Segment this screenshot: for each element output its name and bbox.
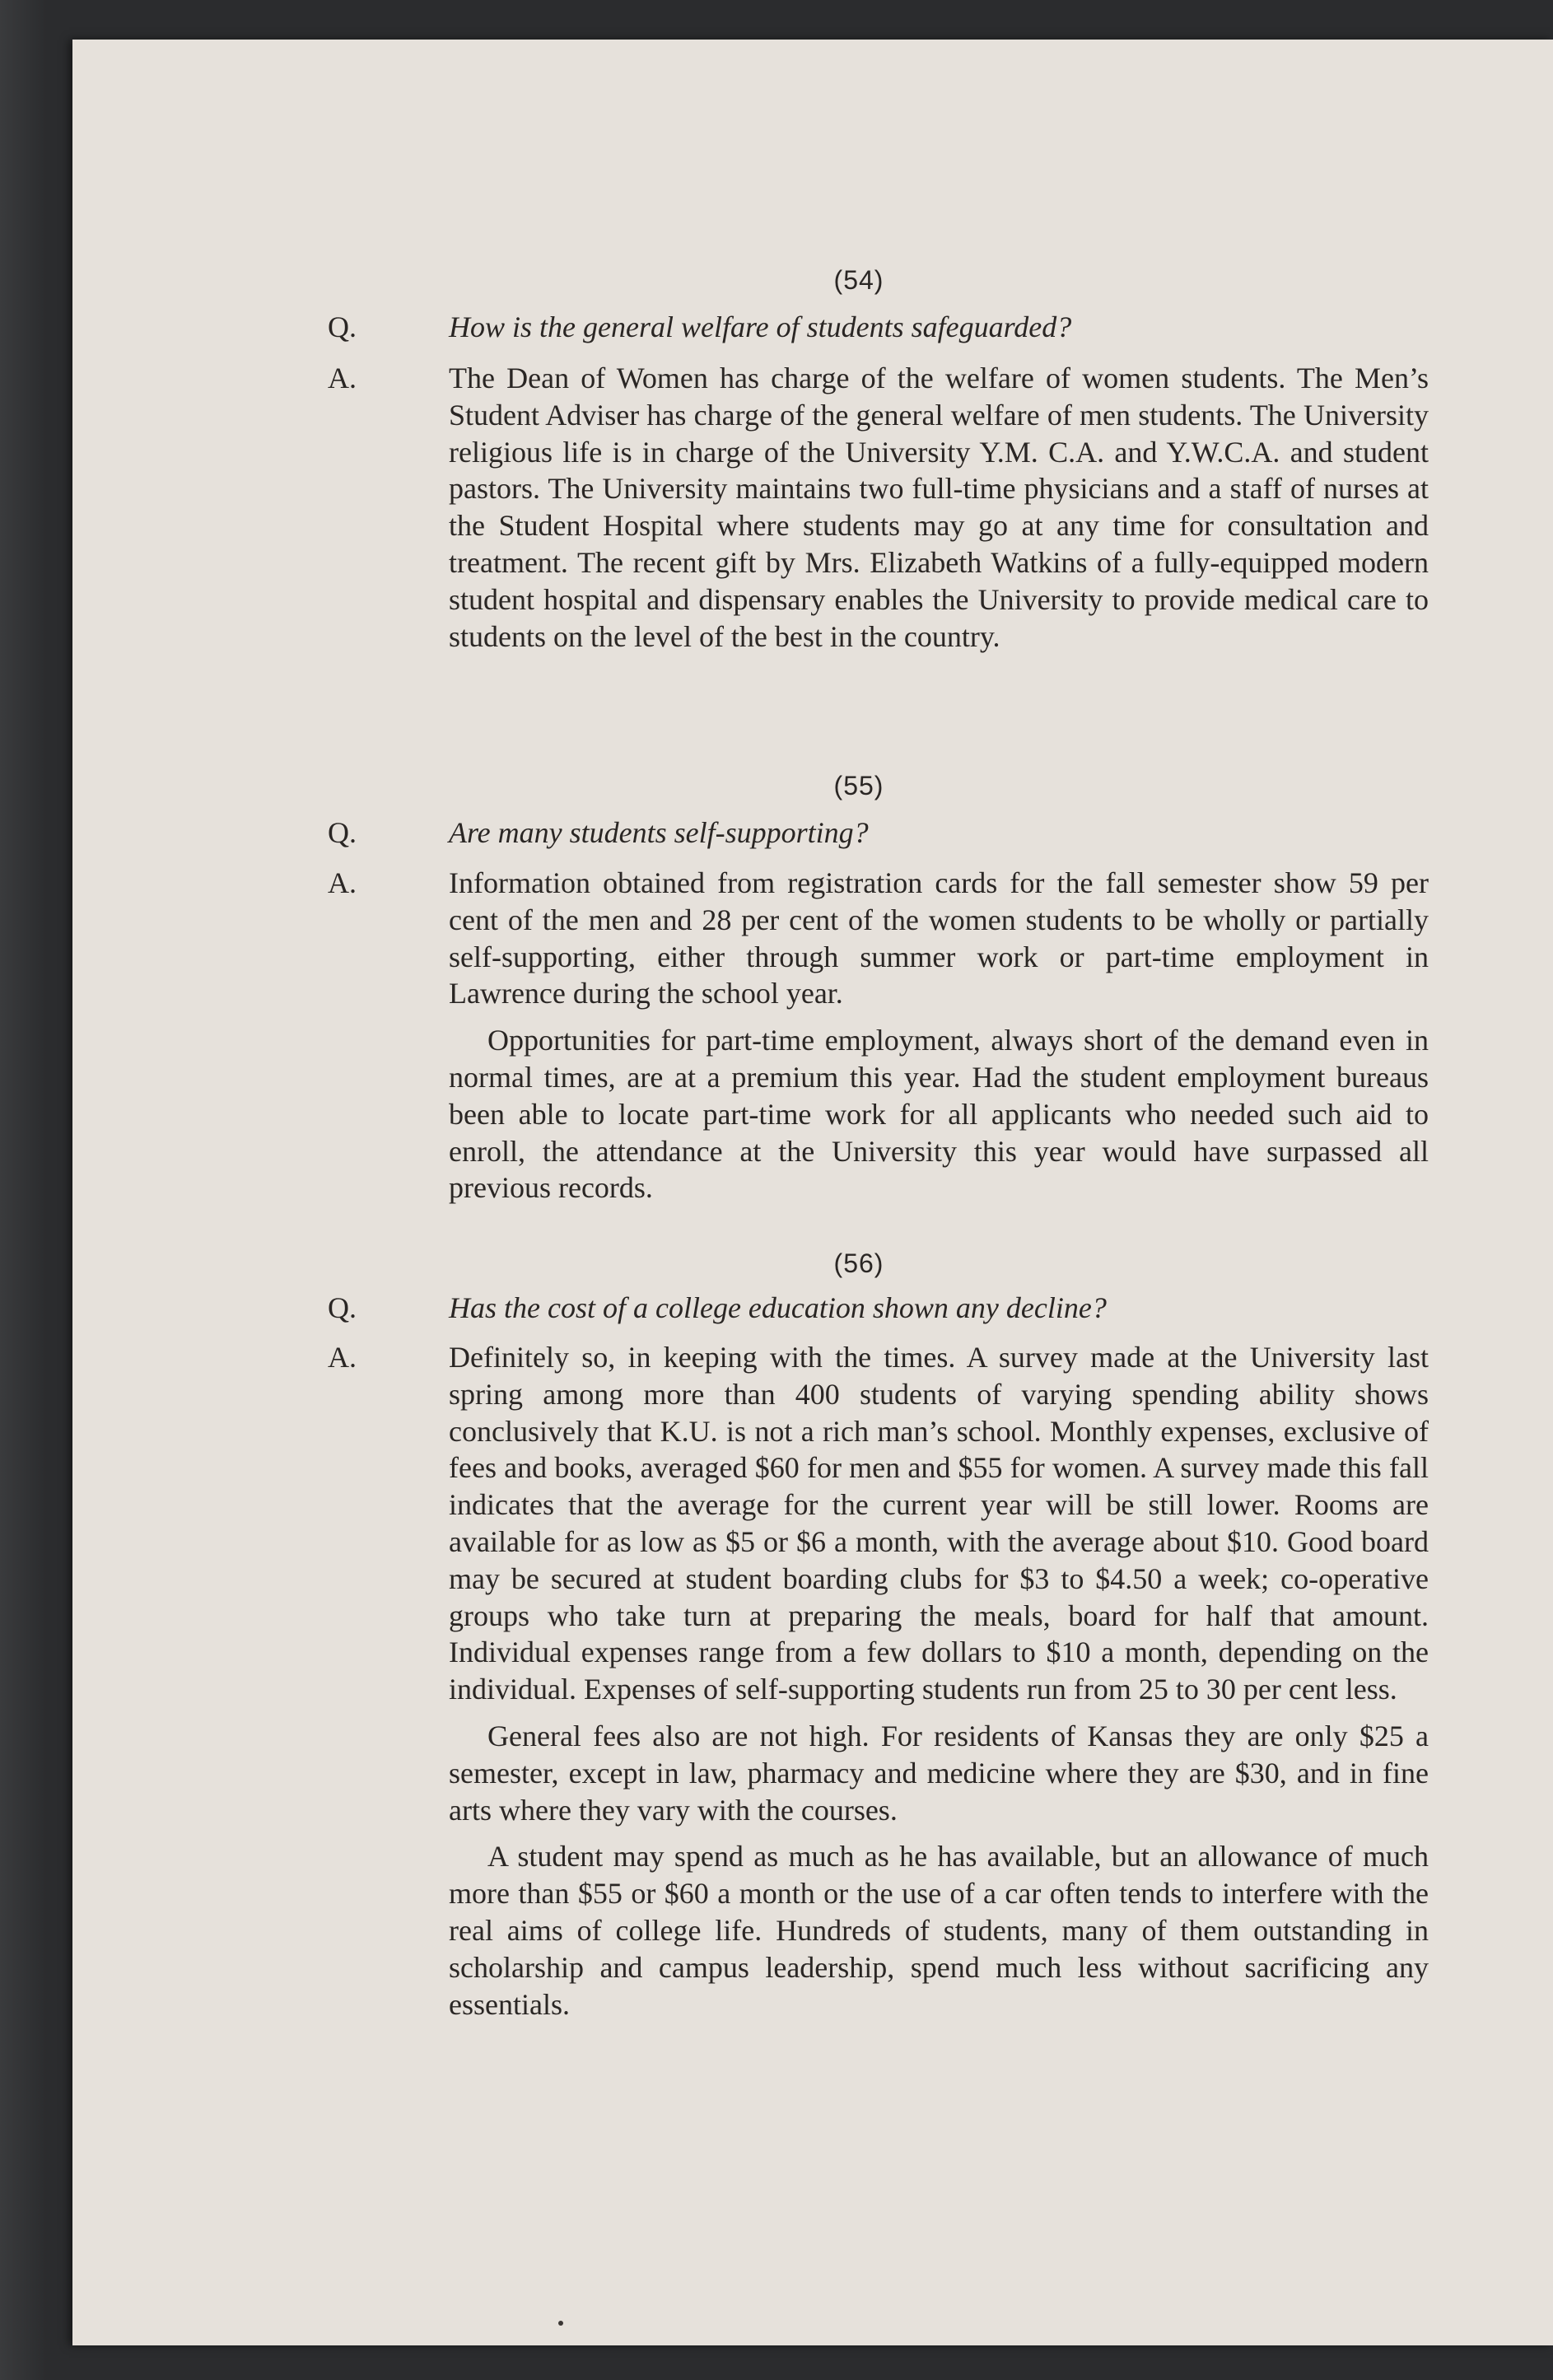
answer-row [328, 1339, 1431, 2097]
section-number: (55) [833, 771, 884, 800]
question-marker: Q. [328, 1291, 357, 1324]
answer-marker: A. [328, 866, 357, 899]
question-text: How is the general welfare of students safeguarded? [449, 310, 1072, 343]
answer-paragraph: Opportunities for part-time employment, always short of the demand even in normal times, are at a premium this year. Had the student employment bureaus been able to locate part-time work for all applicants who needed such aid to enroll, the attendance at the University this year would have surpassed all previous records. [449, 1024, 1429, 1205]
paper-speck [558, 2321, 563, 2326]
section-number: (56) [833, 1248, 884, 1278]
answer-paragraph: A student may spend as much as he has available, but an allowance of much more than $55 or $60 a month or the use of a car often tends to interfere with the real aims of college life. Hundreds of students, many of them outstanding in scholarship and campus leadership, spend much less without sacrificing any essentials. [449, 1840, 1429, 2021]
answer-body [449, 865, 1429, 1206]
answer-paragraph: The Dean of Women has charge of the welfare of women students. The Men’s Student Adviser has charge of the general welfare of men students. The University religious life is in charge of the University Y.M. C.A. and Y.W.C.A. and student pastors. The University maintains two full-time physicians and a staff of nurses at the Student Hospital where students may go at any time for consultation and treatment. The recent gift by Mrs. Elizabeth Watkins of a fully-equipped modern student hospital and dispensary enables the University to provide medical care to students on the level of the best in the country. [449, 362, 1429, 653]
section-number: (54) [833, 265, 884, 295]
document-page [72, 40, 1553, 2345]
question-row [328, 1290, 1431, 1329]
question-row [328, 309, 1431, 348]
question-text: Has the cost of a college education shown any decline? [449, 1291, 1107, 1324]
answer-row [328, 360, 1431, 730]
question-marker: Q. [328, 310, 357, 343]
answer-paragraph: Definitely so, in keeping with the times. A survey made at the University last spring among more than 400 students of varying spending ability shows conclusively that K.U. is not a rich man’s school. Monthly expenses, exclusive of fees and books, averaged $60 for men and $55 for women. A survey made this fall indicates that the average for the current year will be still lower. Rooms are available for as low as $5 or $6 a month, with the average about $10. Good board may be secured at student boarding clubs for $3 to $4.50 a week; co-operative groups who take turn at preparing the meals, board for half that amount. Individual expenses range from a few dollars to $10 a month, depending on the individual. Expenses of self-supporting students run from 25 to 30 per cent less. [449, 1341, 1429, 1706]
answer-marker: A. [328, 362, 357, 394]
answer-body [449, 1339, 1429, 2023]
answer-marker: A. [328, 1341, 357, 1374]
question-text: Are many students self-supporting? [449, 816, 869, 849]
question-row [328, 814, 1431, 854]
page-content [72, 40, 1553, 2345]
question-marker: Q. [328, 816, 357, 849]
answer-body [449, 360, 1429, 655]
answer-paragraph: Information obtained from registration cards for the fall semester show 59 per cent of the men and 28 per cent of the women students to be wholly or partially self-supporting, either through summer work or part-time employment in Lawrence during the school year. [449, 866, 1429, 1010]
answer-paragraph: General fees also are not high. For residents of Kansas they are only $25 a semester, except in law, pharmacy and medicine where they are $30, and in fine arts where they vary with the courses. [449, 1719, 1429, 1827]
answer-row [328, 865, 1431, 1211]
